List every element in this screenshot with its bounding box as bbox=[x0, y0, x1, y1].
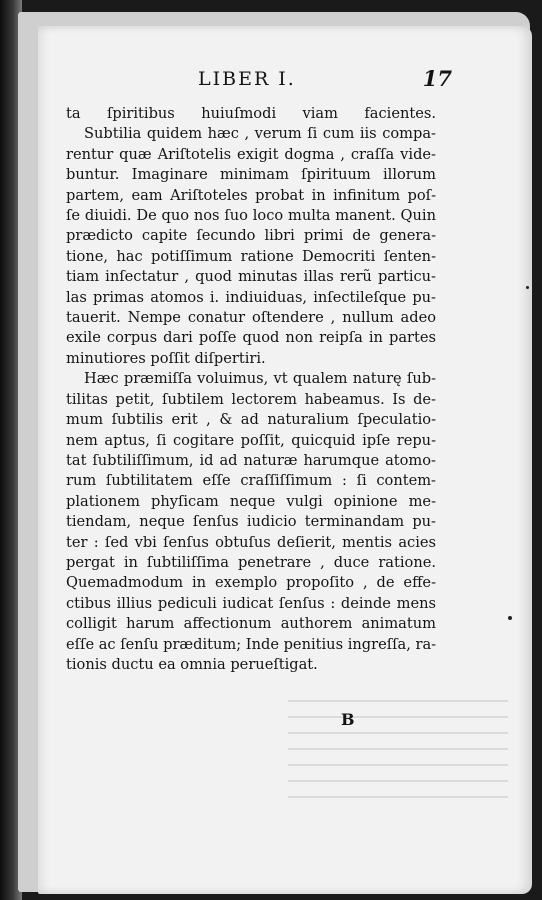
text-line-4: buntur. Imaginare minimam ſpirituum illorum bbox=[66, 166, 436, 184]
text-line-16: mum ſubtilis erit , & ad naturalium ſpeculatio- bbox=[66, 411, 436, 429]
body-text bbox=[66, 104, 436, 675]
text-line-18: tat ſubtiliſſimum, id ad naturæ harumque atomo- bbox=[66, 451, 436, 469]
show-through-texture bbox=[288, 686, 508, 806]
text-line-14: Hæc præmiſſa voluimus, vt qualem naturę ſub- bbox=[84, 370, 436, 388]
text-line-19: rum ſubtilitatem eſſe craſſiſſimum : ſi contem- bbox=[66, 472, 436, 490]
text-line-7: prædicto capite ſecundo libri primi de genera- bbox=[66, 227, 436, 245]
text-line-2: Subtilia quidem hæc , verum ſi cum iis compa- bbox=[84, 125, 436, 143]
page-header bbox=[38, 66, 532, 98]
ink-speck bbox=[526, 286, 529, 289]
text-line-17: nem aptus, ſi cogitare poſſit, quicquid ipſe repu- bbox=[66, 431, 436, 449]
text-line-5: partem, eam Ariſtoteles probat in infinitum poſ- bbox=[66, 186, 436, 204]
text-line-22: ter : ſed vbi ſenſus obtuſus deſierit, mentis acies bbox=[66, 533, 436, 551]
text-line-10: las primas atomos i. indiuiduas, inſectileſque pu- bbox=[66, 288, 436, 306]
text-line-11: tauerit. Nempe conatur oſtendere , nullum adeo bbox=[66, 309, 436, 327]
signature-mark: B bbox=[341, 710, 355, 729]
text-line-20: plationem phyſicam neque vulgi opinione me- bbox=[66, 492, 436, 510]
text-line-25: ctibus illius pediculi iudicat ſenſus : deinde mens bbox=[66, 594, 436, 612]
text-line-21: tiendam, neque ſenſus iudicio terminandam pu- bbox=[66, 513, 436, 531]
ink-speck bbox=[508, 616, 512, 620]
text-line-23: pergat in ſubtiliſſima penetrare , duce ratione. bbox=[66, 553, 436, 571]
text-line-28: tionis ductu ea omnia perueſtigat. bbox=[66, 655, 318, 673]
running-head: LIBER I. bbox=[198, 68, 296, 90]
page-number: 17 bbox=[422, 66, 452, 91]
text-line-13: minutiores poſſit diſpertiri. bbox=[66, 349, 266, 367]
text-line-27: eſſe ac ſenſu præditum; Inde penitius ingreſſa, ra- bbox=[66, 635, 437, 653]
text-line-3: rentur quæ Ariſtotelis exigit dogma , craſſa vide- bbox=[66, 145, 436, 163]
text-line-6: ſe diuidi. De quo nos ſuo loco multa manent. Quin bbox=[66, 207, 436, 225]
text-line-24: Quemadmodum in exemplo propoſito , de effe- bbox=[66, 574, 436, 592]
text-line-9: tiam inſectatur , quod minutas illas rerũ particu- bbox=[66, 268, 436, 286]
page-stack bbox=[18, 12, 530, 892]
text-line-15: tilitas petit, ſubtilem lectorem habeamus. Is de- bbox=[66, 390, 436, 408]
text-line-12: exile corpus dari poſſe quod non reipſa in partes bbox=[66, 329, 436, 347]
text-line-1: ta ſpiritibus huiuſmodi viam facientes. bbox=[66, 105, 436, 122]
book-page bbox=[38, 26, 532, 894]
text-line-8: tione, hac potiſſimum ratione Democriti ſenten- bbox=[66, 247, 436, 265]
text-line-26: colligit harum affectionum authorem animatum bbox=[66, 615, 436, 633]
